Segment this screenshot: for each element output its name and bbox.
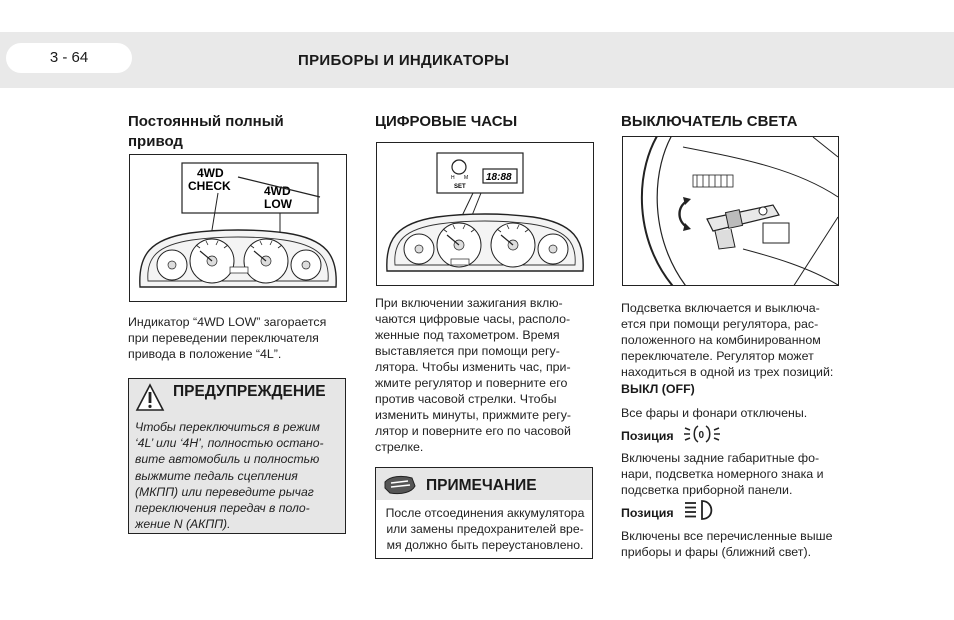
text-line: вите автомобиль и полностью	[135, 452, 320, 467]
text-line: жмите регулятор и поверните его	[375, 376, 568, 390]
paragraph-light-switch-intro	[621, 300, 839, 380]
section-clock-heading	[375, 112, 517, 132]
text-line: лятора. Чтобы изменить час, при-	[375, 360, 571, 374]
text-line: лятор и поверните его по часовой	[375, 424, 571, 438]
text-line: жение N (АКПП).	[135, 517, 231, 532]
parking-lights-icon	[684, 423, 720, 445]
label-4wd-low-line2: LOW	[264, 197, 292, 211]
figure-light-switch	[622, 136, 839, 286]
text-line: подсветка приборной панели.	[621, 483, 793, 497]
section-4wd-heading	[128, 112, 284, 152]
text-line: изменить минуты, прижмите регу-	[375, 408, 572, 422]
text-line: переключения передач в поло-	[135, 501, 310, 516]
off-position-description: Все фары и фонари отключены.	[621, 406, 808, 420]
figure-4wd-cluster	[129, 154, 347, 302]
note-box	[375, 467, 593, 559]
position2-label: Позиция	[621, 506, 674, 520]
section-4wd-title-line2: привод	[128, 133, 183, 150]
position1-description	[621, 450, 839, 498]
low-beam-headlight-icon	[684, 499, 716, 521]
off-position-label: ВЫКЛ (OFF)	[621, 382, 695, 396]
page-number: 3 - 64	[6, 43, 132, 73]
label-4wd-low-line1: 4WD	[264, 184, 291, 198]
text-line: Индикатор “4WD LOW” загорается	[128, 315, 327, 329]
text-line: переключателе. Регулятор может	[621, 349, 814, 363]
text-line: При включении зажигания вклю-	[375, 296, 563, 310]
text-line: Включены все перечисленные выше	[621, 529, 833, 543]
note-header	[376, 468, 592, 500]
knob-label-h: H	[451, 175, 455, 181]
section-light-switch-title: ВЫКЛЮЧАТЕЛЬ СВЕТА	[621, 113, 798, 130]
instrument-cluster-clock-illustration	[377, 143, 593, 285]
text-line: привода в положение “4L”.	[128, 347, 282, 361]
text-line: женные под тахометром. Время	[375, 328, 560, 342]
paragraph-4wd-description	[128, 314, 346, 362]
text-line: положенного на комбинированном	[621, 333, 821, 347]
position1-label: Позиция	[621, 429, 674, 443]
warning-header	[129, 379, 345, 407]
paragraph-clock-description	[375, 295, 593, 455]
label-4wd-check-line2: CHECK	[188, 179, 231, 193]
text-line: Включены задние габаритные фо-	[621, 451, 820, 465]
text-line: мя должно быть переустановлено.	[386, 538, 584, 552]
warning-title: ПРЕДУПРЕЖДЕНИЕ	[173, 383, 326, 400]
text-line: выставляется при помощи регу-	[375, 344, 560, 358]
figure-digital-clock	[376, 142, 594, 286]
knob-label-m: M	[464, 175, 469, 181]
text-line: ‘4L’ или ‘4H’, полностью остано-	[135, 436, 324, 451]
note-text	[382, 505, 588, 553]
text-line: (МКПП) или переведите рычаг	[135, 484, 314, 499]
text-line: находиться в одной из трех позиций:	[621, 365, 834, 379]
section-4wd-title-line1: Постоянный полный	[128, 113, 284, 130]
text-line: Чтобы переключиться в режим	[135, 420, 320, 434]
warning-text	[135, 419, 341, 532]
label-4wd-check-line1: 4WD	[197, 166, 224, 180]
text-line: чаются цифровые часы, располо-	[375, 312, 571, 326]
section-clock-title: ЦИФРОВЫЕ ЧАСЫ	[375, 113, 518, 130]
note-title: ПРИМЕЧАНИЕ	[426, 477, 537, 494]
section-light-switch-heading	[621, 112, 797, 132]
position2-description	[621, 528, 839, 560]
note-hand-icon	[382, 472, 418, 498]
text-line: приборы и фары (ближний свет).	[621, 545, 812, 559]
instrument-cluster-4wd-illustration	[130, 155, 346, 301]
text-line: при переведении переключателя	[128, 331, 319, 345]
page-title: ПРИБОРЫ И ИНДИКАТОРЫ	[298, 52, 510, 69]
text-line: или замены предохранителей вре-	[386, 522, 584, 536]
text-line: выжмите педаль сцепления	[135, 468, 298, 483]
text-line: против часовой стрелки. Чтобы	[375, 392, 557, 406]
clock-display: 18:88	[486, 172, 512, 183]
warning-box	[128, 378, 346, 534]
knob-label-set: SET	[454, 184, 466, 190]
text-line: нари, подсветка номерного знака и	[621, 467, 824, 481]
text-line: Подсветка включается и выключа-	[621, 301, 820, 315]
text-line: стрелке.	[375, 440, 424, 454]
steering-column-illustration	[623, 137, 838, 285]
svg-text:0: 0	[698, 430, 705, 441]
text-line: ется при помощи регулятора, рас-	[621, 317, 819, 331]
warning-triangle-icon	[135, 383, 165, 413]
text-line: После отсоединения аккумулятора	[385, 506, 585, 520]
